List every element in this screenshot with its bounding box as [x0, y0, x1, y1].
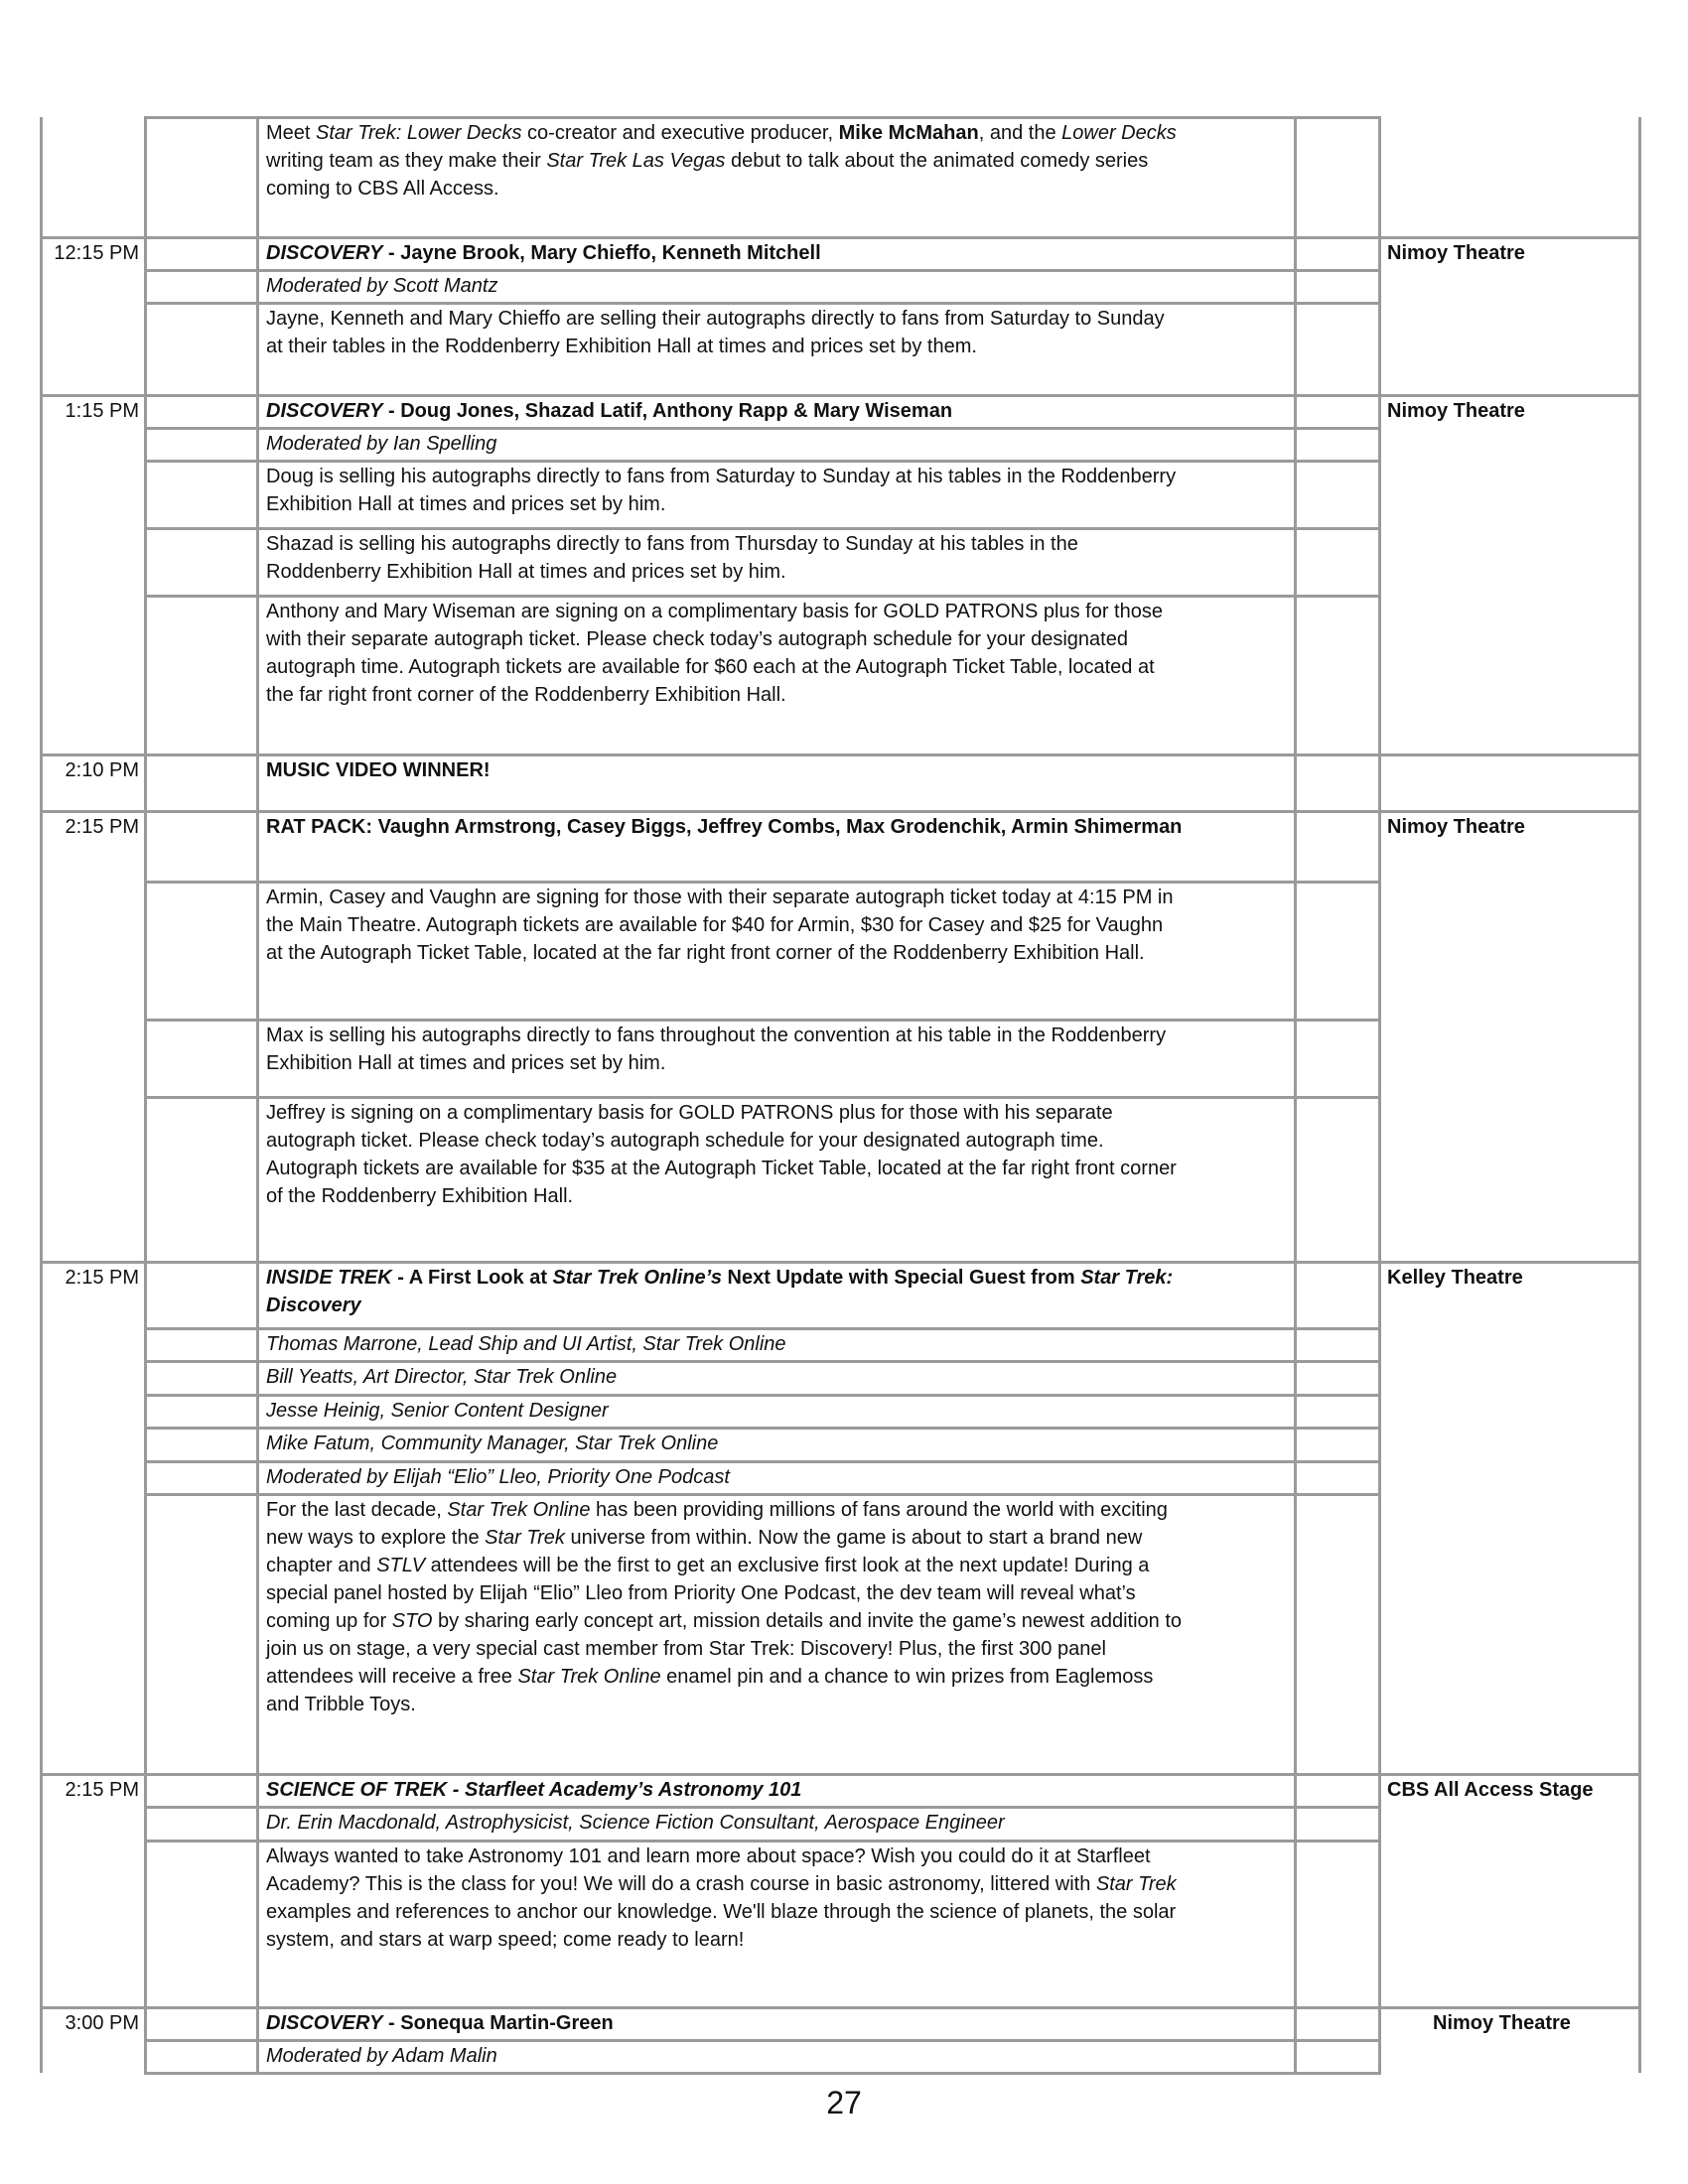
event-title: DISCOVERY - Doug Jones, Shazad Latif, Anthony Rapp & Mary Wiseman — [266, 400, 953, 422]
event-description-line: special panel hosted by Elijah “Elio” Lleo from Priority One Podcast, the dev team will reveal what’s — [266, 1582, 1136, 1604]
event-description-line: Roddenberry Exhibition Hall at times and prices set by him. — [266, 561, 786, 583]
event-title: RAT PACK: Vaughn Armstrong, Casey Biggs, Jeffrey Combs, Max Grodenchik, Armin Shimerman — [266, 816, 1183, 838]
lower-decks-description-line: coming to CBS All Access. — [266, 178, 499, 200]
event-title: DISCOVERY - Jayne Brook, Mary Chieffo, Kenneth Mitchell — [266, 242, 821, 264]
event-description-line: Max is selling his autographs directly to fans throughout the convention at his table in the Roddenberry — [266, 1024, 1167, 1046]
event-moderator: Moderated by Ian Spelling — [266, 433, 497, 455]
event-venue: Nimoy Theatre — [1387, 816, 1525, 838]
event-description-line: attendees will receive a free Star Trek Online enamel pin and a chance to win prizes from Eaglemoss — [266, 1666, 1154, 1688]
event-time: 2:10 PM — [65, 759, 139, 781]
event-description-line: Jeffrey is signing on a complimentary basis for GOLD PATRONS plus for those with his separate — [266, 1102, 1113, 1124]
lower-decks-description-line: Meet Star Trek: Lower Decks co-creator and executive producer, Mike McMahan, and the Lower Decks — [266, 122, 1177, 144]
page-number: 27 — [826, 2085, 862, 2120]
lower-decks-description-line: writing team as they make their Star Trek Las Vegas debut to talk about the animated comedy series — [266, 150, 1149, 172]
event-time: 3:00 PM — [65, 2012, 139, 2034]
event-venue: Kelley Theatre — [1387, 1267, 1523, 1289]
event-title: MUSIC VIDEO WINNER! — [266, 759, 491, 781]
event-description-line: new ways to explore the Star Trek universe from within. Now the game is about to start a brand new — [266, 1527, 1143, 1549]
event-moderator: Dr. Erin Macdonald, Astrophysicist, Science Fiction Consultant, Aerospace Engineer — [266, 1812, 1005, 1834]
event-description-line: Always wanted to take Astronomy 101 and learn more about space? Wish you could do it at Starfleet — [266, 1845, 1151, 1867]
event-moderator: Moderated by Elijah “Elio” Lleo, Priority One Podcast — [266, 1466, 730, 1488]
grid-line — [144, 117, 147, 2073]
event-guest: Thomas Marrone, Lead Ship and UI Artist, Star Trek Online — [266, 1333, 786, 1355]
event-description-line: with their separate autograph ticket. Please check today’s autograph schedule for your designated — [266, 628, 1128, 650]
event-venue: Nimoy Theatre — [1433, 2012, 1571, 2034]
event-description-line: the Main Theatre. Autograph tickets are available for $40 for Armin, $30 for Casey and $25 for Vaughn — [266, 914, 1164, 936]
event-guest: Bill Yeatts, Art Director, Star Trek Online — [266, 1366, 618, 1388]
event-moderator: Moderated by Scott Mantz — [266, 275, 498, 297]
event-venue: Nimoy Theatre — [1387, 400, 1525, 422]
grid-line — [144, 2072, 1381, 2075]
event-description-line: Exhibition Hall at times and prices set by him. — [266, 493, 666, 515]
event-description-line: For the last decade, Star Trek Online has been providing millions of fans around the world with exciting — [266, 1499, 1168, 1521]
event-guest: Mike Fatum, Community Manager, Star Trek Online — [266, 1433, 719, 1454]
grid-line — [1638, 117, 1641, 2073]
event-description-line: Jayne, Kenneth and Mary Chieffo are selling their autographs directly to fans from Saturday to Sunday — [266, 308, 1165, 330]
event-description-line: system, and stars at warp speed; come ready to learn! — [266, 1929, 745, 1951]
event-title: DISCOVERY - Sonequa Martin-Green — [266, 2012, 614, 2034]
event-venue: CBS All Access Stage — [1387, 1779, 1594, 1801]
event-description-line: and Tribble Toys. — [266, 1694, 416, 1715]
grid-line — [256, 117, 259, 2073]
event-description-line: Shazad is selling his autographs directly to fans from Thursday to Sunday at his tables in the — [266, 533, 1078, 555]
event-description-line: autograph ticket. Please check today’s autograph schedule for your designated autograph time. — [266, 1130, 1104, 1152]
event-time: 2:15 PM — [65, 1267, 139, 1289]
event-description-line: Autograph tickets are available for $35 at the Autograph Ticket Table, located at the far right front corner — [266, 1158, 1177, 1179]
event-description-line: at their tables in the Roddenberry Exhibition Hall at times and prices set by them. — [266, 336, 977, 357]
event-title-continued: Discovery — [266, 1295, 361, 1316]
event-time: 1:15 PM — [65, 400, 139, 422]
event-description-line: join us on stage, a very special cast member from Star Trek: Discovery! Plus, the first 300 panel — [266, 1638, 1106, 1660]
event-description-line: Doug is selling his autographs directly to fans from Saturday to Sunday at his tables in the Roddenberry — [266, 466, 1177, 487]
event-description-line: Exhibition Hall at times and prices set by him. — [266, 1052, 666, 1074]
event-time: 12:15 PM — [54, 242, 139, 264]
event-venue: Nimoy Theatre — [1387, 242, 1525, 264]
event-description-line: Anthony and Mary Wiseman are signing on a complimentary basis for GOLD PATRONS plus for those — [266, 601, 1163, 622]
event-description-line: examples and references to anchor our knowledge. We'll blaze through the science of planets, the solar — [266, 1901, 1177, 1923]
event-description-line: of the Roddenberry Exhibition Hall. — [266, 1185, 574, 1207]
event-description-line: autograph time. Autograph tickets are available for $60 each at the Autograph Ticket Table, located at — [266, 656, 1155, 678]
event-moderator: Moderated by Adam Malin — [266, 2045, 497, 2067]
event-description-line: Armin, Casey and Vaughn are signing for those with their separate autograph ticket today at 4:15 PM in — [266, 887, 1174, 908]
event-description-line: at the Autograph Ticket Table, located at the far right front corner of the Roddenberry Exhibition Hall. — [266, 942, 1145, 964]
event-time: 2:15 PM — [65, 1779, 139, 1801]
grid-line — [1378, 117, 1381, 2073]
event-description-line: Academy? This is the class for you! We will do a crash course in basic astronomy, littered with Star Trek — [266, 1873, 1177, 1895]
event-description-line: chapter and STLV attendees will be the first to get an exclusive first look at the next update! During a — [266, 1555, 1150, 1576]
event-title: SCIENCE OF TREK - Starfleet Academy’s Astronomy 101 — [266, 1779, 802, 1801]
event-description-line: the far right front corner of the Roddenberry Exhibition Hall. — [266, 684, 786, 706]
event-guest: Jesse Heinig, Senior Content Designer — [266, 1400, 609, 1422]
event-time: 2:15 PM — [65, 816, 139, 838]
event-title: INSIDE TREK - A First Look at Star Trek Online’s Next Update with Special Guest from Star Trek: — [266, 1267, 1174, 1289]
grid-line — [1294, 117, 1297, 2073]
event-description-line: coming up for STO by sharing early concept art, mission details and invite the game’s newest addition to — [266, 1610, 1182, 1632]
